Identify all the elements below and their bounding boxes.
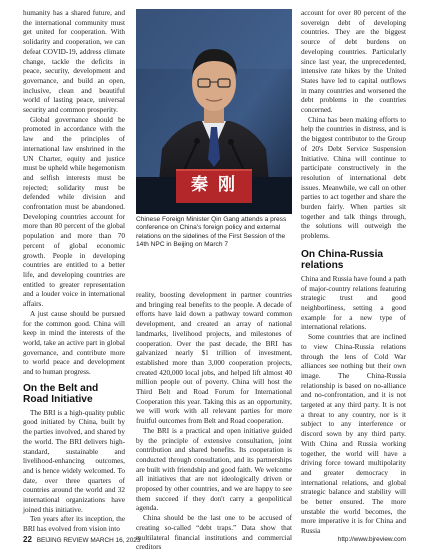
section-heading-china-russia: On China-Russia relations — [301, 248, 384, 272]
paragraph: China and Russia have found a path of major-country relations featuring strategic trust and good neighborliness, setting a good example for a new type of international relations. — [301, 274, 406, 332]
paragraph: The BRI is a practical and open initiative guided by the principle of extensive consultation, joint contribution and shared benefits. Its cooperation is conducted through consultation, and its partnerships are built with friendship and good faith. We welcome all initiatives that are not ideologically driven or proposed by other countries, and we are happy to see them succeed if they don't carry a geopolitical agenda. — [136, 426, 292, 513]
paragraph: The BRI is a high-quality public good initiated by China, built by the parties involved, and shared by the world. The BRI delivers high-standard, sustainable and livelihood-enhancing outcomes, and is hence widely welcomed. To date, over three quarters of countries around the world and 32 international organizations have joined this initiative. — [23, 408, 125, 514]
footer-left — [23, 535, 140, 544]
paragraph: Some countries that are inclined to view China-Russia relations through the lens of Cold War alliances see nothing but their own image. The China-Russia relationship is based on no-alliance and no-confrontation, and it is not targeted at any third party. It is not a threat to any country, nor is it subject to any interference or discord sown by any third party. With China and Russia working together, the world will have a driving force toward multipolarity and greater democracy in international relations, and global strategic balance and stability will be better ensured. The more unstable the world becomes, the more imperative it is for China and Russia — [301, 333, 406, 536]
paragraph: Global governance should be promoted in accordance with the law and the principles of international law enshrined in the UN Charter, equity and justice must be upheld while hegemonism and selfish interests must be rejected; solidarity must be defended while division and confrontation must be abandoned. Developing countries account for more than 80 percent of the global population and more than 70 percent of global economic growth. People in developing countries are entitled to a better life, and developing countries are entitled to greater representation and a louder voice in international affairs. — [23, 115, 125, 309]
nameplate-label: 秦 刚 — [191, 175, 237, 195]
paragraph: humanity has a shared future, and the international community must get united for cooperation. With solidarity and cooperation, we can defeat COVID-19, address climate change, tackle the deficits in peace, security, development and governance, and build an open, inclusive, clean and beautiful world of lasting peace, universal security and common prosperity. — [23, 9, 125, 115]
paragraph: China should be the last one to be accused of creating so-called “debt traps.” Data show that multilateral financial institutions and commercial creditors — [136, 514, 292, 552]
publication-name: BEIJING REVIEW — [36, 537, 89, 544]
page-number: 22 — [23, 535, 32, 544]
column-3 — [301, 9, 406, 537]
issue-date: MARCH 16, 2023 — [90, 537, 141, 544]
paragraph: reality, boosting development in partner countries and bringing real benefits to the people. A decade of efforts have laid down a pathway toward common development, and created an array of national landmarks, livelihood projects, and milestones of cooperation. Over the past decade, the BRI has galvanized nearly $1 trillion of investment, established more than 3,000 cooperation projects, created 420,000 local jobs, and helped lift almost 40 million people out of poverty. China will host the Third Belt and Road Forum for International Cooperation this year. Taking this as an opportunity, we will work with all relevant parties for more fruitful outcomes from Belt and Road cooperation. — [136, 291, 292, 426]
column-2 — [136, 291, 292, 553]
press-conference-photo — [136, 9, 292, 214]
paragraph: account for over 80 percent of the sovereign debt of developing countries. They are the biggest source of debt burdens on developing countries. Particularly since last year, the unprecedented, intensive rate hikes by the United States have led to capital outflows in many countries and worsened the debt problems in the countries concerned. — [301, 9, 406, 115]
photo-caption: Chinese Foreign Minister Qin Gang attends a press conference on China's foreign policy and external relations on the sidelines of the First Session of the 14th NPC in Beijing on March 7 — [136, 216, 287, 249]
paragraph: A just cause should be pursued for the common good. China will keep in mind the interests of the world, take an active part in global governance, and contribute more to world peace and development and to human progress. — [23, 309, 125, 377]
website-url[interactable]: http://www.bjreview.com — [337, 536, 406, 543]
paragraph: China has been making efforts to help the countries in distress, and is the biggest contributor to the Group of 20's Debt Service Suspension Initiative. China will continue to participate constructively in the resolution of international debt issues. Meanwhile, we call on other parties to act together and share the burden fairly. When parties sit together and talk things through, the solutions will outweigh the problems. — [301, 115, 406, 241]
paragraph: Ten years after its inception, the BRI has evolved from vision into — [23, 515, 125, 534]
column-1 — [23, 9, 125, 535]
section-heading-belt-and-road: On the Belt and Road Initiative — [23, 382, 99, 406]
page-footer — [23, 535, 406, 547]
